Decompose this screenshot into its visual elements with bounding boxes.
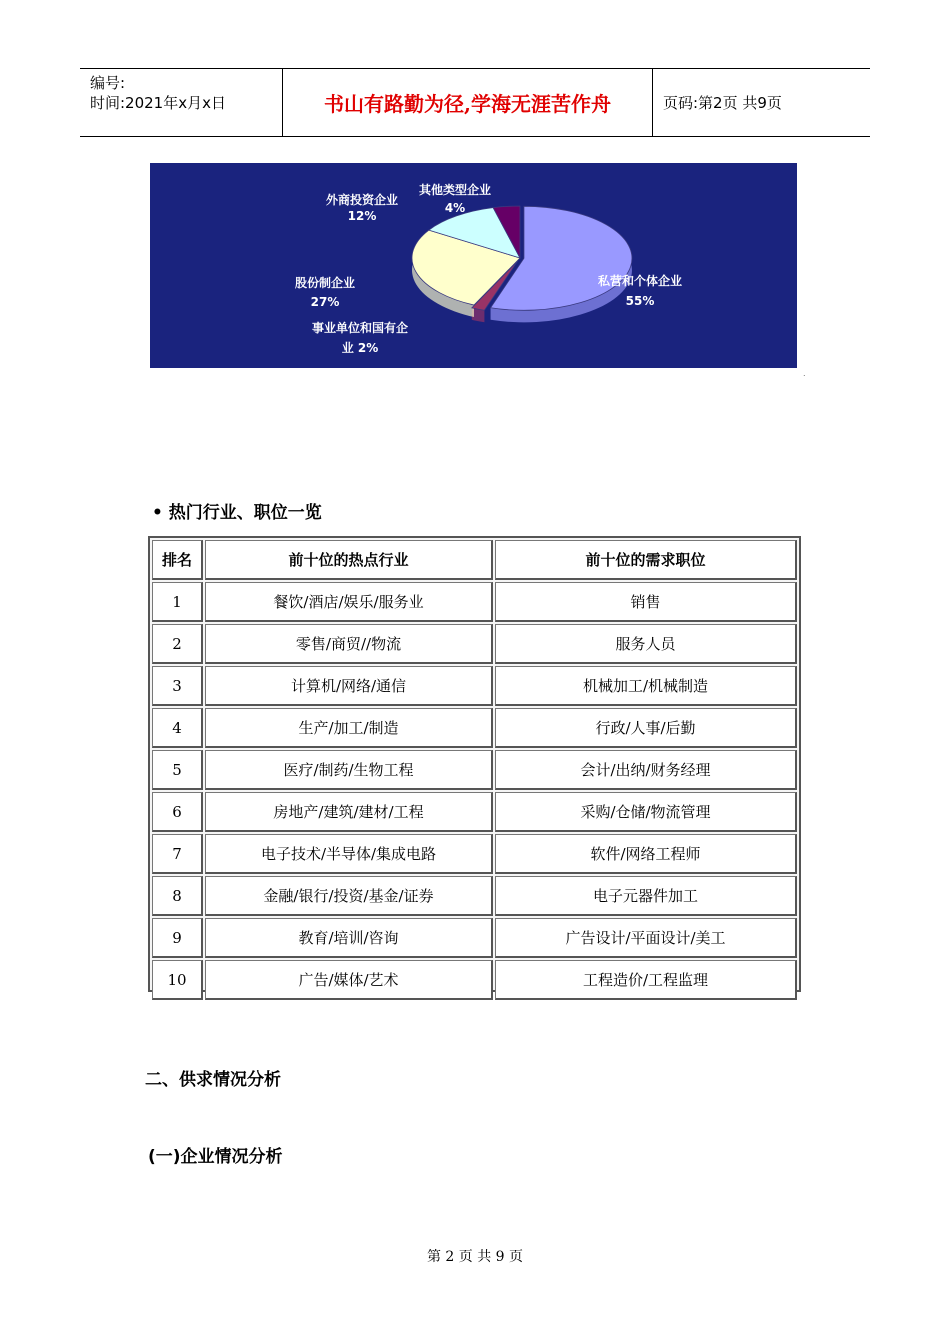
position-cell: 工程造价/工程监理: [495, 960, 797, 1000]
chart-mark: .: [803, 369, 806, 378]
number-label: 编号:: [90, 74, 126, 92]
rank-cell: 9: [152, 918, 203, 958]
industry-cell: 金融/银行/投资/基金/证券: [205, 876, 493, 916]
rank-cell: 7: [152, 834, 203, 874]
label-state-name: 事业单位和国有企: [311, 321, 409, 335]
table-row: [152, 834, 797, 874]
enterprise-type-pie-chart: [150, 163, 797, 368]
label-private-value: 55%: [625, 294, 655, 308]
label-share-name: 股份制企业: [294, 276, 356, 290]
industry-cell: 餐饮/酒店/娱乐/服务业: [205, 582, 493, 622]
table-row: [152, 876, 797, 916]
table-row: [152, 582, 797, 622]
table-header-row: [152, 540, 797, 580]
label-private-name: 私营和个体企业: [597, 274, 683, 288]
heading-enterprise: (一)企业情况分析: [148, 1147, 283, 1167]
position-cell: 软件/网络工程师: [495, 834, 797, 874]
header-position: 前十位的需求职位: [495, 540, 797, 580]
rank-cell: 10: [152, 960, 203, 1000]
label-foreign-name: 外商投资企业: [325, 193, 399, 207]
position-cell: 行政/人事/后勤: [495, 708, 797, 748]
industry-cell: 广告/媒体/艺术: [205, 960, 493, 1000]
rank-cell: 2: [152, 624, 203, 664]
position-cell: 广告设计/平面设计/美工: [495, 918, 797, 958]
rank-cell: 6: [152, 792, 203, 832]
rank-cell: 8: [152, 876, 203, 916]
header-motto: 书山有路勤为径,学海无涯苦作舟: [282, 69, 653, 136]
page-footer: 第 2 页 共 9 页: [426, 1249, 524, 1265]
table-row: [152, 792, 797, 832]
industry-cell: 计算机/网络/通信: [205, 666, 493, 706]
heading-supply-demand: 二、供求情况分析: [145, 1070, 281, 1090]
table-row: [152, 666, 797, 706]
page-header: [80, 68, 870, 137]
header-industry: 前十位的热点行业: [205, 540, 493, 580]
rank-cell: 1: [152, 582, 203, 622]
table-row: [152, 624, 797, 664]
position-cell: 会计/出纳/财务经理: [495, 750, 797, 790]
label-other-value: 4%: [444, 201, 466, 215]
label-other-name: 其他类型企业: [418, 183, 492, 197]
time-label: 时间:2021年x月x日: [90, 94, 226, 112]
position-cell: 电子元器件加工: [495, 876, 797, 916]
position-cell: 服务人员: [495, 624, 797, 664]
position-cell: 销售: [495, 582, 797, 622]
industry-cell: 教育/培训/咨询: [205, 918, 493, 958]
industry-cell: 医疗/制药/生物工程: [205, 750, 493, 790]
rank-cell: 5: [152, 750, 203, 790]
label-share-value: 27%: [310, 295, 340, 309]
section-title: • 热门行业、职位一览: [152, 503, 322, 523]
position-cell: 机械加工/机械制造: [495, 666, 797, 706]
table-row: [152, 750, 797, 790]
header-meta: [80, 69, 282, 136]
table-row: [152, 918, 797, 958]
label-state-value: 业 2%: [341, 341, 379, 355]
industry-cell: 零售/商贸//物流: [205, 624, 493, 664]
table-row: [152, 960, 797, 1000]
industry-cell: 生产/加工/制造: [205, 708, 493, 748]
header-rank: 排名: [152, 540, 203, 580]
industry-cell: 房地产/建筑/建材/工程: [205, 792, 493, 832]
position-cell: 采购/仓储/物流管理: [495, 792, 797, 832]
table-row: [152, 708, 797, 748]
hot-industries-table: [148, 536, 801, 992]
rank-cell: 4: [152, 708, 203, 748]
header-page-label: 页码:第2页 共9页: [663, 94, 782, 112]
rank-cell: 3: [152, 666, 203, 706]
label-foreign-value: 12%: [347, 209, 377, 223]
industry-cell: 电子技术/半导体/集成电路: [205, 834, 493, 874]
